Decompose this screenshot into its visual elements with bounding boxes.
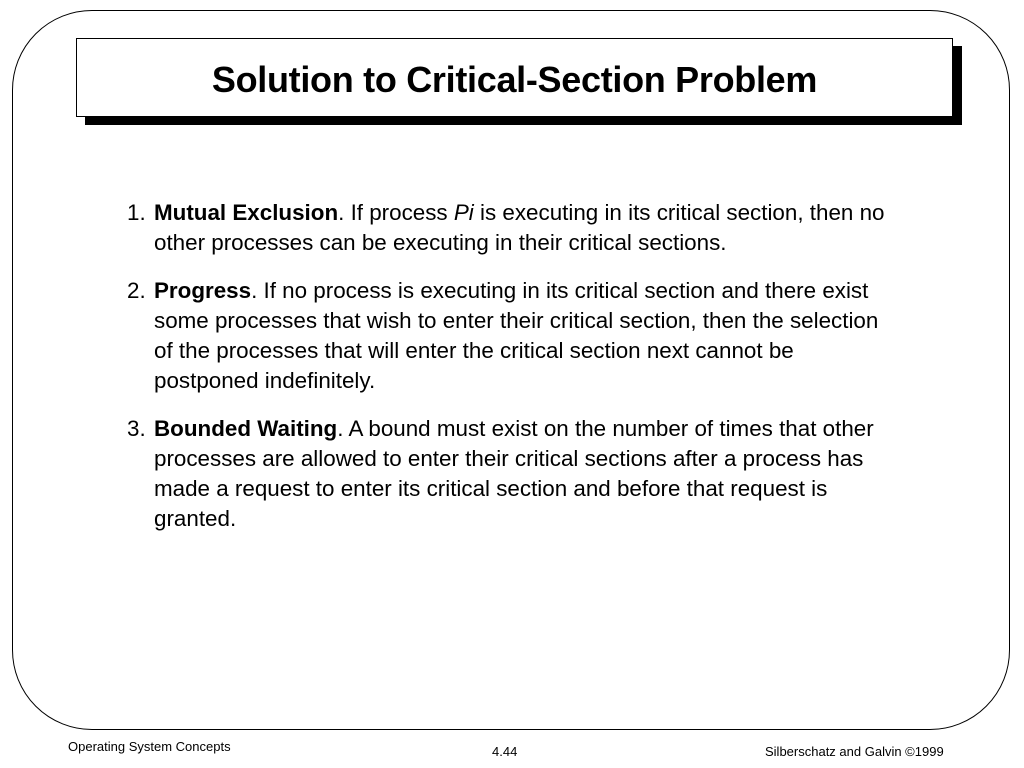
list-item-text: . A bound must exist on the number of times that other processes are allowed to enter their critical sections after a process has made a request to enter its critical section and before that request is granted.	[154, 416, 874, 531]
list-item-number: 3.	[127, 416, 146, 441]
list-item-number: 2.	[127, 278, 146, 303]
list-item-heading: Bounded Waiting	[154, 416, 338, 441]
list-item-text: is executing in its critical section, then no other processes can be executing in their critical sections.	[154, 200, 885, 255]
list-item-text: . If no process is executing in its critical section and there exist some processes that wish to enter their critical section, then the selection of the processes that will enter the critical section next cannot be postponed indefinitely.	[154, 278, 879, 393]
footer-page-number: 4.44	[492, 744, 518, 759]
list-item	[123, 276, 903, 396]
list-item	[123, 414, 903, 534]
list-item-heading: Mutual Exclusion	[154, 200, 339, 225]
title-box	[76, 38, 953, 117]
list-item-text: . If process	[338, 200, 454, 225]
process-variable: Pi	[453, 200, 474, 225]
list-item-number: 1.	[127, 200, 146, 225]
footer-copyright: Silberschatz and Galvin ©1999	[765, 744, 944, 759]
points-list	[123, 198, 903, 552]
slide-title: Solution to Critical-Section Problem	[211, 58, 818, 100]
footer-book-title: Operating System Concepts	[68, 739, 231, 754]
list-item-heading: Progress	[154, 278, 252, 303]
list-item	[123, 198, 903, 258]
